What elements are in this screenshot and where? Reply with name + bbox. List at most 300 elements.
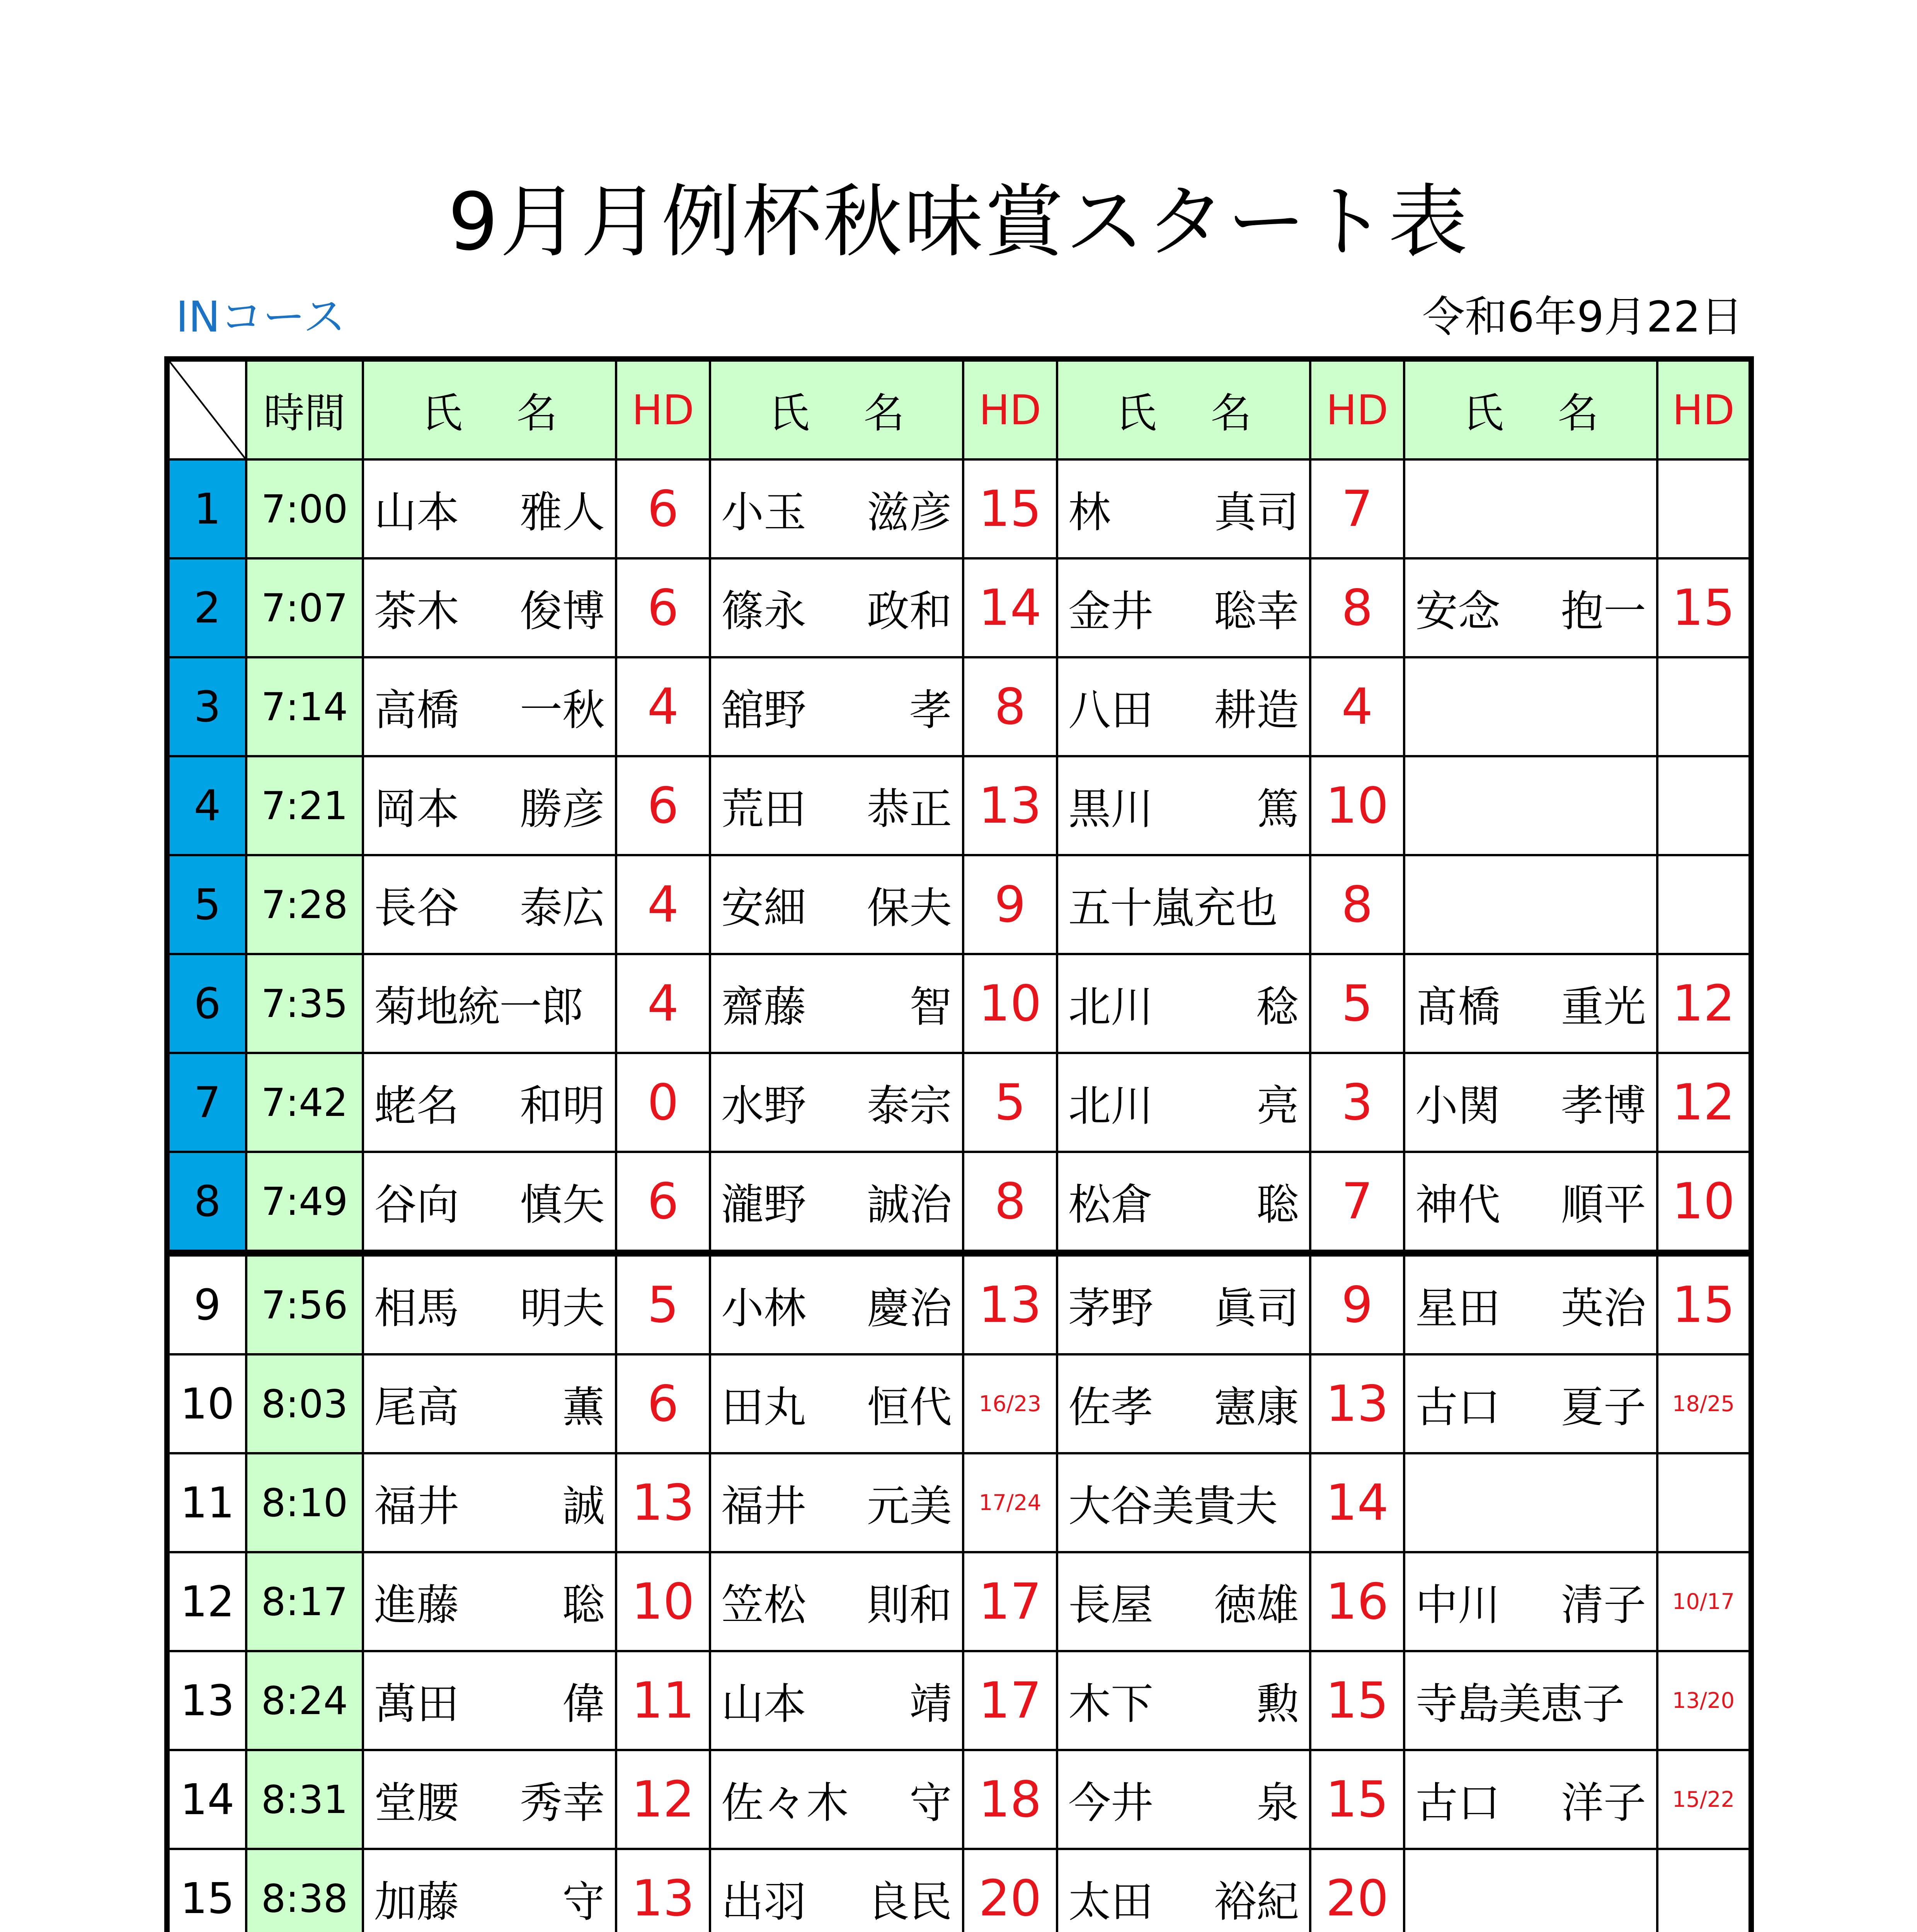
group-number: 5 bbox=[167, 855, 246, 954]
header-name bbox=[1057, 359, 1310, 459]
player-first-name: 靖 bbox=[909, 1679, 952, 1729]
table-row bbox=[167, 657, 1751, 756]
player-last-name: 黒川 bbox=[1068, 784, 1153, 834]
handicap: 18/25 bbox=[1657, 1354, 1751, 1453]
header-hd: HD bbox=[616, 359, 710, 459]
player-name bbox=[1057, 855, 1310, 954]
table-row bbox=[167, 1651, 1751, 1750]
player-last-name: 北川 bbox=[1068, 1081, 1153, 1131]
player-name bbox=[1057, 1849, 1310, 1932]
player-name bbox=[710, 1552, 963, 1651]
player-last-name: 瀧野 bbox=[721, 1180, 806, 1230]
handicap: 5 bbox=[963, 1053, 1057, 1152]
player-first-name: 俊博 bbox=[520, 587, 605, 636]
player-last-name: 笠松 bbox=[721, 1580, 806, 1630]
group-number: 7 bbox=[167, 1053, 246, 1152]
handicap: 10 bbox=[963, 954, 1057, 1053]
player-name bbox=[1057, 558, 1310, 657]
handicap: 6 bbox=[616, 1152, 710, 1253]
player-name bbox=[363, 459, 616, 558]
handicap: 20 bbox=[963, 1849, 1057, 1932]
player-name bbox=[363, 1453, 616, 1552]
player-name bbox=[363, 558, 616, 657]
handicap: 0 bbox=[616, 1053, 710, 1152]
player-last-name: 小林 bbox=[721, 1284, 806, 1333]
player-first-name: 聡 bbox=[1256, 1180, 1299, 1230]
player-name bbox=[1057, 1253, 1310, 1354]
group-number: 12 bbox=[167, 1552, 246, 1651]
player-first-name: 誠 bbox=[562, 1481, 605, 1531]
player-last-name: 太田 bbox=[1068, 1877, 1153, 1927]
table-row bbox=[167, 954, 1751, 1053]
player-name-wrap bbox=[374, 676, 605, 737]
table-row bbox=[167, 1552, 1751, 1651]
player-last-name: 相馬 bbox=[374, 1284, 459, 1333]
start-time: 8:24 bbox=[246, 1651, 363, 1750]
header-name bbox=[710, 359, 963, 459]
player-last-name: 安細 bbox=[721, 883, 806, 933]
handicap: 18 bbox=[963, 1750, 1057, 1849]
player-last-name: 佐孝 bbox=[1068, 1383, 1153, 1432]
group-number: 9 bbox=[167, 1253, 246, 1354]
player-name bbox=[1057, 1750, 1310, 1849]
player-last-name: 山本 bbox=[721, 1679, 806, 1729]
player-name-wrap bbox=[1068, 676, 1299, 737]
header-hd: HD bbox=[963, 359, 1057, 459]
player-name-wrap bbox=[1415, 1670, 1646, 1731]
player-name-wrap bbox=[374, 1868, 605, 1929]
player-name bbox=[1057, 1354, 1310, 1453]
handicap: 9 bbox=[963, 855, 1057, 954]
group-number: 6 bbox=[167, 954, 246, 1053]
player-name-wrap bbox=[374, 1072, 605, 1133]
player-last-name: 加藤 bbox=[374, 1877, 459, 1927]
player-first-name: 泰宗 bbox=[867, 1081, 952, 1131]
handicap: 4 bbox=[1310, 657, 1404, 756]
handicap: 10 bbox=[616, 1552, 710, 1651]
player-first-name: 重光 bbox=[1561, 982, 1646, 1032]
player-name bbox=[710, 756, 963, 855]
handicap: 13 bbox=[963, 756, 1057, 855]
player-last-name: 蛯名 bbox=[374, 1081, 459, 1131]
player-name bbox=[1057, 1152, 1310, 1253]
player-name bbox=[363, 954, 616, 1053]
event-date: 令和6年9月22日 bbox=[1422, 292, 1743, 342]
handicap: 15/22 bbox=[1657, 1750, 1751, 1849]
player-name bbox=[1404, 1253, 1657, 1354]
player-name-wrap bbox=[1068, 1769, 1299, 1830]
player-first-name: 徳雄 bbox=[1214, 1580, 1299, 1630]
player-name-wrap bbox=[721, 874, 952, 935]
player-name bbox=[1404, 1651, 1657, 1750]
player-first-name: 泰広 bbox=[520, 883, 605, 933]
player-name bbox=[1404, 855, 1657, 954]
player-name bbox=[1404, 657, 1657, 756]
handicap: 17 bbox=[963, 1552, 1057, 1651]
handicap: 6 bbox=[616, 756, 710, 855]
player-last-name: 神代 bbox=[1415, 1180, 1500, 1230]
player-last-name: 高橋 bbox=[374, 685, 459, 735]
player-name-wrap bbox=[1415, 973, 1646, 1034]
player-last-name: 古口 bbox=[1415, 1383, 1500, 1432]
handicap: 8 bbox=[963, 1152, 1057, 1253]
player-last-name: 今井 bbox=[1068, 1778, 1153, 1828]
player-first-name: 慶治 bbox=[867, 1284, 952, 1333]
player-first-name: 秀幸 bbox=[520, 1778, 605, 1828]
player-last-name: 福井 bbox=[721, 1481, 806, 1531]
player-name-wrap bbox=[1415, 1171, 1646, 1232]
player-first-name: 孝博 bbox=[1561, 1081, 1646, 1131]
table-row bbox=[167, 756, 1751, 855]
player-first-name: 恭正 bbox=[867, 784, 952, 834]
player-first-name: 順平 bbox=[1561, 1180, 1646, 1230]
player-first-name: 英治 bbox=[1561, 1284, 1646, 1333]
player-name-wrap bbox=[374, 1571, 605, 1632]
player-last-name: 木下 bbox=[1068, 1679, 1153, 1729]
player-name-wrap bbox=[721, 1072, 952, 1133]
player-first-name: 泉 bbox=[1256, 1778, 1299, 1828]
player-first-name: 亮 bbox=[1256, 1081, 1299, 1131]
player-name bbox=[363, 855, 616, 954]
player-first-name: 保夫 bbox=[867, 883, 952, 933]
header-hd: HD bbox=[1657, 359, 1751, 459]
player-name-wrap bbox=[721, 577, 952, 638]
player-last-name: 大谷美貴夫 bbox=[1068, 1481, 1277, 1531]
handicap: 8 bbox=[1310, 558, 1404, 657]
handicap: 6 bbox=[616, 558, 710, 657]
player-first-name: 政和 bbox=[867, 587, 952, 636]
player-name bbox=[1404, 1354, 1657, 1453]
player-name-wrap bbox=[374, 1769, 605, 1830]
table-row bbox=[167, 1849, 1751, 1932]
player-first-name: 恒代 bbox=[867, 1383, 952, 1432]
player-last-name: 水野 bbox=[721, 1081, 806, 1131]
handicap: 15 bbox=[1310, 1651, 1404, 1750]
handicap bbox=[1657, 657, 1751, 756]
player-name-wrap bbox=[721, 1274, 952, 1335]
handicap: 6 bbox=[616, 459, 710, 558]
player-last-name: 茶木 bbox=[374, 587, 459, 636]
player-name-wrap bbox=[1415, 1571, 1646, 1632]
table-body bbox=[167, 459, 1751, 1932]
start-time: 7:14 bbox=[246, 657, 363, 756]
player-name bbox=[363, 657, 616, 756]
player-last-name: 谷向 bbox=[374, 1180, 459, 1230]
player-name bbox=[1057, 1453, 1310, 1552]
header-hd: HD bbox=[1310, 359, 1404, 459]
header-name-part: 名 bbox=[516, 389, 558, 437]
player-first-name: 和明 bbox=[520, 1081, 605, 1131]
player-name bbox=[1057, 459, 1310, 558]
player-last-name: 山本 bbox=[374, 488, 459, 537]
player-name-wrap bbox=[721, 1373, 952, 1434]
player-first-name: 篤 bbox=[1256, 784, 1299, 834]
table-row bbox=[167, 855, 1751, 954]
player-last-name: 小関 bbox=[1415, 1081, 1500, 1131]
player-name-wrap bbox=[374, 1171, 605, 1232]
player-first-name: 慎矢 bbox=[520, 1180, 605, 1230]
handicap: 13 bbox=[963, 1253, 1057, 1354]
page-title: 9月月例杯秋味賞スタート表 bbox=[448, 176, 1469, 268]
start-time: 7:35 bbox=[246, 954, 363, 1053]
player-last-name: 進藤 bbox=[374, 1580, 459, 1630]
player-name bbox=[363, 1750, 616, 1849]
handicap bbox=[1657, 855, 1751, 954]
start-time: 7:49 bbox=[246, 1152, 363, 1253]
start-time: 8:38 bbox=[246, 1849, 363, 1932]
player-first-name: 聡幸 bbox=[1214, 587, 1299, 636]
handicap bbox=[1657, 1849, 1751, 1932]
player-name-wrap bbox=[1068, 775, 1299, 836]
player-first-name: 智 bbox=[909, 982, 952, 1032]
player-name-wrap bbox=[1068, 1072, 1299, 1133]
player-name bbox=[1057, 657, 1310, 756]
player-first-name: 雅人 bbox=[520, 488, 605, 537]
player-name-wrap bbox=[1068, 1571, 1299, 1632]
handicap: 8 bbox=[1310, 855, 1404, 954]
header-name bbox=[1404, 359, 1657, 459]
player-first-name: 真司 bbox=[1214, 488, 1299, 537]
start-time: 8:31 bbox=[246, 1750, 363, 1849]
player-name-wrap bbox=[374, 1373, 605, 1434]
player-last-name: 星田 bbox=[1415, 1284, 1500, 1333]
handicap: 15 bbox=[1657, 558, 1751, 657]
player-name bbox=[1404, 1453, 1657, 1552]
player-name-wrap bbox=[721, 1670, 952, 1731]
player-name bbox=[710, 558, 963, 657]
handicap: 14 bbox=[963, 558, 1057, 657]
player-first-name: 抱一 bbox=[1561, 587, 1646, 636]
player-name bbox=[710, 657, 963, 756]
header-row bbox=[167, 359, 1751, 459]
handicap: 13/20 bbox=[1657, 1651, 1751, 1750]
player-first-name: 滋彦 bbox=[867, 488, 952, 537]
handicap: 3 bbox=[1310, 1053, 1404, 1152]
player-name bbox=[1404, 1053, 1657, 1152]
start-time: 7:42 bbox=[246, 1053, 363, 1152]
player-name-wrap bbox=[721, 1571, 952, 1632]
handicap: 13 bbox=[1310, 1354, 1404, 1453]
player-last-name: 寺島美恵子 bbox=[1415, 1679, 1624, 1729]
player-name bbox=[1404, 1849, 1657, 1932]
player-name bbox=[710, 1354, 963, 1453]
group-number: 2 bbox=[167, 558, 246, 657]
player-name-wrap bbox=[1068, 1868, 1299, 1929]
player-name-wrap bbox=[1068, 577, 1299, 638]
handicap: 17 bbox=[963, 1651, 1057, 1750]
player-name bbox=[363, 1849, 616, 1932]
player-name-wrap bbox=[1415, 1274, 1646, 1335]
table-row bbox=[167, 459, 1751, 558]
table-row bbox=[167, 1354, 1751, 1453]
player-name bbox=[363, 1053, 616, 1152]
player-last-name: 萬田 bbox=[374, 1679, 459, 1729]
player-first-name: 裕紀 bbox=[1214, 1877, 1299, 1927]
header-name-part: 名 bbox=[863, 389, 905, 437]
player-name bbox=[710, 1651, 963, 1750]
player-name bbox=[363, 1354, 616, 1453]
header-name-part: 氏 bbox=[1115, 389, 1157, 437]
handicap: 9 bbox=[1310, 1253, 1404, 1354]
player-last-name: 小玉 bbox=[721, 488, 806, 537]
handicap bbox=[1657, 459, 1751, 558]
player-name-wrap bbox=[374, 577, 605, 638]
player-last-name: 五十嵐充也 bbox=[1068, 883, 1277, 933]
player-first-name: 則和 bbox=[867, 1580, 952, 1630]
handicap: 10 bbox=[1657, 1152, 1751, 1253]
player-name bbox=[1057, 1552, 1310, 1651]
start-time: 7:21 bbox=[246, 756, 363, 855]
player-first-name: 洋子 bbox=[1561, 1778, 1646, 1828]
player-first-name: 薫 bbox=[562, 1383, 605, 1432]
player-name-wrap bbox=[374, 874, 605, 935]
player-name bbox=[710, 954, 963, 1053]
player-name bbox=[710, 1253, 963, 1354]
player-name bbox=[710, 1453, 963, 1552]
handicap: 10 bbox=[1310, 756, 1404, 855]
player-first-name: 孝 bbox=[909, 685, 952, 735]
handicap: 6 bbox=[616, 1354, 710, 1453]
handicap: 10/17 bbox=[1657, 1552, 1751, 1651]
diagonal-slash-icon bbox=[170, 362, 245, 458]
player-name bbox=[710, 1053, 963, 1152]
player-name bbox=[1057, 954, 1310, 1053]
player-name-wrap bbox=[721, 973, 952, 1034]
handicap: 4 bbox=[616, 657, 710, 756]
player-name-wrap bbox=[1068, 1274, 1299, 1335]
player-last-name: 八田 bbox=[1068, 685, 1153, 735]
player-name-wrap bbox=[721, 775, 952, 836]
player-name-wrap bbox=[1068, 1670, 1299, 1731]
header-time: 時間 bbox=[246, 359, 363, 459]
player-first-name: 勝彦 bbox=[520, 784, 605, 834]
table-row bbox=[167, 1453, 1751, 1552]
table-row bbox=[167, 1152, 1751, 1253]
player-name bbox=[1404, 1552, 1657, 1651]
player-name-wrap bbox=[1415, 577, 1646, 638]
handicap: 12 bbox=[616, 1750, 710, 1849]
handicap: 4 bbox=[616, 954, 710, 1053]
course-label: INコース bbox=[176, 292, 346, 342]
player-first-name: 誠治 bbox=[867, 1180, 952, 1230]
start-time: 7:56 bbox=[246, 1253, 363, 1354]
header-name bbox=[363, 359, 616, 459]
player-name bbox=[363, 756, 616, 855]
table-row bbox=[167, 1253, 1751, 1354]
player-last-name: 岡本 bbox=[374, 784, 459, 834]
start-time: 7:07 bbox=[246, 558, 363, 657]
handicap: 4 bbox=[616, 855, 710, 954]
player-name bbox=[710, 459, 963, 558]
handicap: 15 bbox=[1310, 1750, 1404, 1849]
header-name-part: 氏 bbox=[421, 389, 463, 437]
start-table bbox=[164, 356, 1754, 1932]
table-row bbox=[167, 1053, 1751, 1152]
player-first-name: 守 bbox=[909, 1778, 952, 1828]
player-name bbox=[710, 855, 963, 954]
player-last-name: 長屋 bbox=[1068, 1580, 1153, 1630]
player-first-name: 守 bbox=[562, 1877, 605, 1927]
handicap bbox=[1657, 1453, 1751, 1552]
player-last-name: 荒田 bbox=[721, 784, 806, 834]
handicap: 12 bbox=[1657, 1053, 1751, 1152]
player-name bbox=[363, 1552, 616, 1651]
player-first-name: 稔 bbox=[1256, 982, 1299, 1032]
handicap: 13 bbox=[616, 1849, 710, 1932]
player-last-name: 茅野 bbox=[1068, 1284, 1153, 1333]
player-name bbox=[710, 1750, 963, 1849]
start-time: 8:10 bbox=[246, 1453, 363, 1552]
player-last-name: 安念 bbox=[1415, 587, 1500, 636]
group-number: 3 bbox=[167, 657, 246, 756]
player-first-name: 耕造 bbox=[1214, 685, 1299, 735]
player-last-name: 篠永 bbox=[721, 587, 806, 636]
handicap: 7 bbox=[1310, 459, 1404, 558]
player-name-wrap bbox=[374, 1472, 605, 1533]
player-name-wrap bbox=[721, 1868, 952, 1929]
player-first-name: 偉 bbox=[562, 1679, 605, 1729]
player-name-wrap bbox=[1068, 1472, 1299, 1533]
player-last-name: 金井 bbox=[1068, 587, 1153, 636]
player-name bbox=[1057, 756, 1310, 855]
handicap bbox=[1657, 756, 1751, 855]
handicap: 20 bbox=[1310, 1849, 1404, 1932]
player-last-name: 齋藤 bbox=[721, 982, 806, 1032]
corner-cell bbox=[167, 359, 246, 459]
start-time: 8:03 bbox=[246, 1354, 363, 1453]
handicap: 16 bbox=[1310, 1552, 1404, 1651]
group-number: 11 bbox=[167, 1453, 246, 1552]
player-name-wrap bbox=[1068, 1373, 1299, 1434]
player-last-name: 菊地統一郎 bbox=[374, 982, 583, 1032]
header-name-part: 名 bbox=[1210, 389, 1252, 437]
player-last-name: 長谷 bbox=[374, 883, 459, 933]
player-first-name: 元美 bbox=[867, 1481, 952, 1531]
player-last-name: 古口 bbox=[1415, 1778, 1500, 1828]
player-first-name: 勲 bbox=[1256, 1679, 1299, 1729]
player-name bbox=[710, 1849, 963, 1932]
player-name-wrap bbox=[721, 1171, 952, 1232]
player-name bbox=[363, 1651, 616, 1750]
player-name-wrap bbox=[1068, 973, 1299, 1034]
player-name-wrap bbox=[1415, 1373, 1646, 1434]
handicap: 17/24 bbox=[963, 1453, 1057, 1552]
player-name bbox=[1057, 1053, 1310, 1152]
player-first-name: 明夫 bbox=[520, 1284, 605, 1333]
player-name bbox=[1404, 1750, 1657, 1849]
player-name bbox=[1404, 954, 1657, 1053]
group-number: 13 bbox=[167, 1651, 246, 1750]
player-first-name: 憲康 bbox=[1214, 1383, 1299, 1432]
handicap: 12 bbox=[1657, 954, 1751, 1053]
player-name bbox=[1404, 558, 1657, 657]
player-name-wrap bbox=[1068, 478, 1299, 539]
table-row bbox=[167, 1750, 1751, 1849]
player-name bbox=[1404, 1152, 1657, 1253]
handicap: 7 bbox=[1310, 1152, 1404, 1253]
player-name bbox=[363, 1253, 616, 1354]
player-first-name: 良民 bbox=[867, 1877, 952, 1927]
header-name-part: 氏 bbox=[768, 389, 810, 437]
player-first-name: 清子 bbox=[1561, 1580, 1646, 1630]
player-name-wrap bbox=[721, 1769, 952, 1830]
player-name-wrap bbox=[374, 973, 605, 1034]
player-name bbox=[1057, 1651, 1310, 1750]
handicap: 8 bbox=[963, 657, 1057, 756]
player-name-wrap bbox=[1415, 1072, 1646, 1133]
player-name-wrap bbox=[374, 1274, 605, 1335]
player-name-wrap bbox=[374, 478, 605, 539]
